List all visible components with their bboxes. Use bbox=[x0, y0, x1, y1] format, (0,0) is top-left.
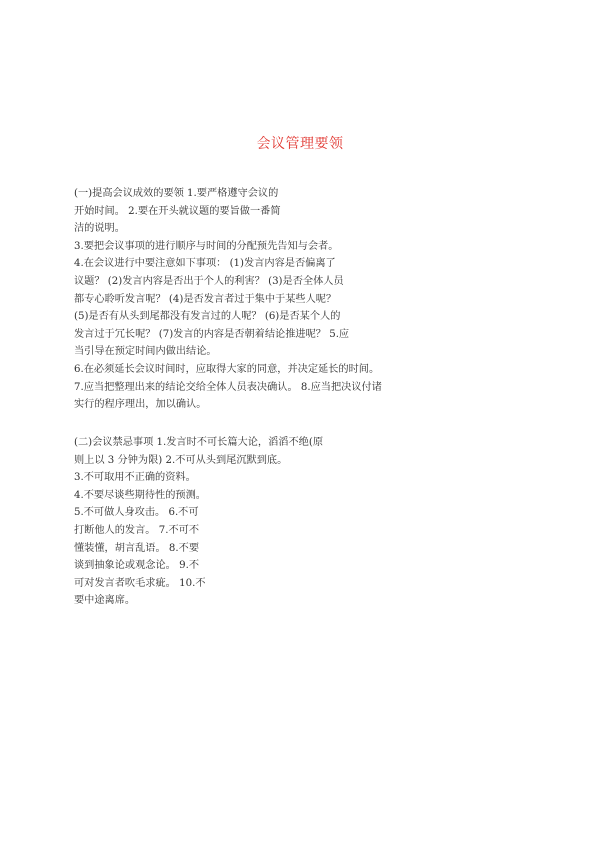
text-line: 则上以 3 分钟为限) 2.不可从头到尾沉默到底。 bbox=[74, 454, 288, 466]
text-line: 议题？ (2)发言内容是否出于个人的利害？ (3)是否全体人员 bbox=[74, 275, 344, 287]
text-line: 打断他人的发言。 7.不可不 bbox=[74, 524, 200, 536]
page-title: 会议管理要领 bbox=[256, 136, 344, 152]
text-line: 实行的程序理出，加以确认。 bbox=[74, 399, 207, 411]
text-line: 4.在会议进行中要注意如下事项： (1)发言内容是否偏离了 bbox=[74, 258, 336, 270]
text-line: 7.应当把整理出来的结论交给全体人员表决确认。 8.应当把决议付诸 bbox=[74, 381, 382, 393]
text-line: 谈到抽象论或观念论。 9.不 bbox=[74, 560, 200, 572]
text-line: 都专心聆听发言呢？ (4)是否发言者过于集中于某些人呢？ bbox=[74, 293, 337, 305]
text-line: 懂装懂，胡言乱语。 8.不要 bbox=[74, 542, 200, 554]
text-line: 当引导在预定时间内做出结论。 bbox=[74, 346, 217, 358]
section-meeting-effectiveness bbox=[74, 185, 414, 414]
text-line: 洁的说明。 bbox=[74, 223, 125, 235]
text-line: 3.不可取用不正确的资料。 bbox=[74, 472, 196, 484]
text-line: (5)是否有从头到尾都没有发言过的人呢？ (6)是否某个人的 bbox=[74, 311, 341, 323]
text-line: 6.在必须延长会议时间时，应取得大家的同意，并决定延长的时间。 bbox=[74, 363, 380, 375]
text-line: 3.要把会议事项的进行顺序与时间的分配预先告知与会者。 bbox=[74, 240, 339, 252]
text-line: (二)会议禁忌事项 1.发言时不可长篇大论，滔滔不绝(原 bbox=[74, 437, 324, 448]
text-line: 4.不要尽谈些期待性的预测。 bbox=[74, 489, 206, 501]
text-line: 开始时间。 2.要在开头就议题的要旨做一番简 bbox=[74, 205, 281, 217]
text-line: 要中途离席。 bbox=[74, 595, 136, 607]
text-line: 5.不可做人身攻击。 6.不可 bbox=[74, 507, 199, 519]
text-line: 可对发言者吹毛求疵。 10.不 bbox=[74, 577, 206, 589]
text-line: 发言过于冗长呢？ (7)发言的内容是否朝着结论推进呢？ 5.应 bbox=[74, 328, 350, 340]
text-line: (一)提高会议成效的要领 1.要严格遵守会议的 bbox=[74, 188, 279, 199]
section-meeting-taboos bbox=[74, 434, 414, 610]
